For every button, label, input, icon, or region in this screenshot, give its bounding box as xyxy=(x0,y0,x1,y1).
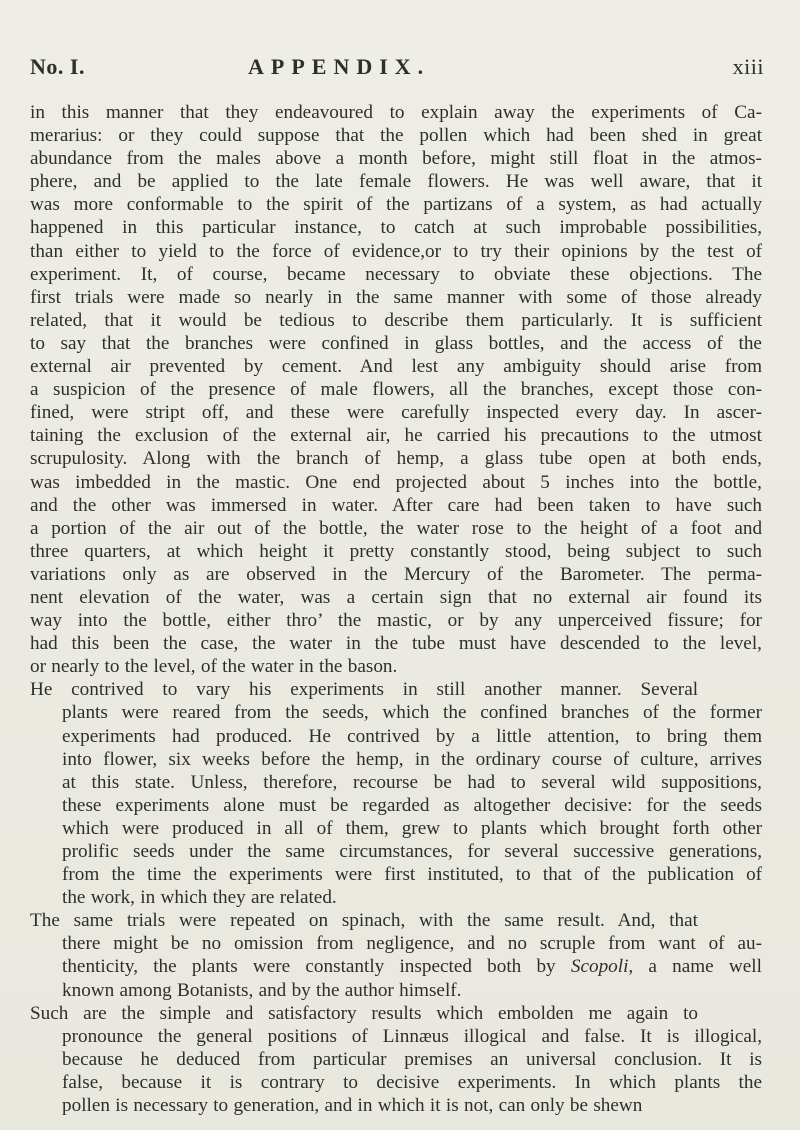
italic-name: Scopoli xyxy=(570,956,629,978)
text-line: was more conformable to the spirit of the partizans of a system, as had actually xyxy=(30,194,763,216)
text-line: related, that it would be tedious to describe them particularly. It is sufficient xyxy=(30,309,763,331)
paragraph xyxy=(30,909,762,1001)
text-line: or nearly to the level, of the water in the bason. xyxy=(30,656,398,678)
header-number: No. I. xyxy=(30,54,85,79)
text-line: first trials were made so nearly in the same manner with some of those already xyxy=(30,286,762,308)
paragraph xyxy=(30,678,762,909)
header-title: APPENDIX. xyxy=(248,54,431,79)
text-line: at this state. Unless, therefore, recourse be had to several wild suppositions, xyxy=(62,771,762,793)
page-number: xiii xyxy=(732,54,764,79)
text-line: abundance from the males above a month before, might still float in the atmos- xyxy=(30,148,762,170)
text-line: happened in this particular instance, to catch at such improbable possibilities, xyxy=(30,217,762,239)
running-header xyxy=(20,54,764,88)
text-line: The same trials were repeated on spinach, with the same result. And, that xyxy=(30,910,698,932)
text-line: in this manner that they endeavoured to explain away the experiments of Ca- xyxy=(30,102,762,123)
text-line: than either to yield to the force of evidence,or to try their opinions by the test of xyxy=(30,240,763,262)
text-line: a portion of the air out of the bottle, the water rose to the height of a foot and xyxy=(30,517,763,539)
text-line: thenticity, the plants were constantly inspected both by Scopoli, a name well xyxy=(62,956,762,978)
text-line: way into the bottle, either thro’ the mastic, or by any unperceived fissure; for xyxy=(30,610,762,632)
text-line: to say that the branches were confined in glass bottles, and the access of the xyxy=(30,332,762,354)
text-line: prolific seeds under the same circumstances, for several successive generations, xyxy=(62,841,763,862)
text-line: variations only as are observed in the Mercury of the Barometer. The perma- xyxy=(30,563,763,585)
text-line: taining the exclusion of the external air, he carried his precautions to the utmost xyxy=(30,425,762,447)
text-line: was imbedded in the mastic. One end projected about 5 inches into the bottle, xyxy=(30,471,762,493)
text-line: experiments had produced. He contrived by a little attention, to bring them xyxy=(62,725,763,747)
text-line: and the other was immersed in water. After care had been taken to have such xyxy=(30,494,762,516)
text-line: false, because it is contrary to decisive experiments. In which plants the xyxy=(62,1071,762,1093)
text-line: Such are the simple and satisfactory results which embolden me again to xyxy=(30,1002,698,1024)
text-line: there might be no omission from negligence, and no scruple from want of au- xyxy=(62,933,762,955)
text-line: the work, in which they are related. xyxy=(62,887,337,909)
text-line: three quarters, at which height it pretty constantly stood, being subject to such xyxy=(30,540,763,562)
text-line: scrupulosity. Along with the branch of hemp, a glass tube open at both ends, xyxy=(30,448,762,470)
text-line: a suspicion of the presence of male flowers, all the branches, except those con- xyxy=(30,379,763,401)
text-line: pronounce the general positions of Linnæus illogical and false. It is illogical, xyxy=(62,1025,763,1047)
text-line: which were produced in all of them, grew to plants which brought forth other xyxy=(62,817,763,839)
text-line: from the time the experiments were first instituted, to that of the publication of xyxy=(62,864,763,886)
text-line: had this been the case, the water in the tube must have descended to the level, xyxy=(30,633,762,655)
text-line: He contrived to vary his experiments in still another manner. Several xyxy=(30,679,699,701)
text-line: phere, and be applied to the late female flowers. He was well aware, that it xyxy=(30,171,763,193)
text-line: known among Botanists, and by the author himself. xyxy=(62,979,462,1001)
body-text xyxy=(30,101,762,1117)
text-line: experiment. It, of course, became necessary to obviate these objections. The xyxy=(30,263,762,285)
text-line: fined, were stript off, and these were carefully inspected every day. In ascer- xyxy=(30,402,763,424)
text-line: merarius: or they could suppose that the pollen which had been shed in great xyxy=(30,125,763,147)
text-line: into flower, six weeks before the hemp, in the ordinary course of culture, arrives xyxy=(62,748,762,770)
text-line: plants were reared from the seeds, which the confined branches of the former xyxy=(62,702,763,724)
text-line: these experiments alone must be regarded as altogether decisive: for the seeds xyxy=(62,794,762,816)
text-line: because he deduced from particular premises an universal conclusion. It is xyxy=(62,1048,763,1070)
text-line: external air prevented by cement. And lest any ambiguity should arise from xyxy=(30,356,762,378)
paragraph xyxy=(30,1002,762,1117)
text-line: nent elevation of the water, was a certain sign that no external air found its xyxy=(30,586,763,608)
paragraph xyxy=(30,101,762,678)
text-line: pollen is necessary to generation, and in which it is not, can only be shewn xyxy=(62,1095,643,1117)
